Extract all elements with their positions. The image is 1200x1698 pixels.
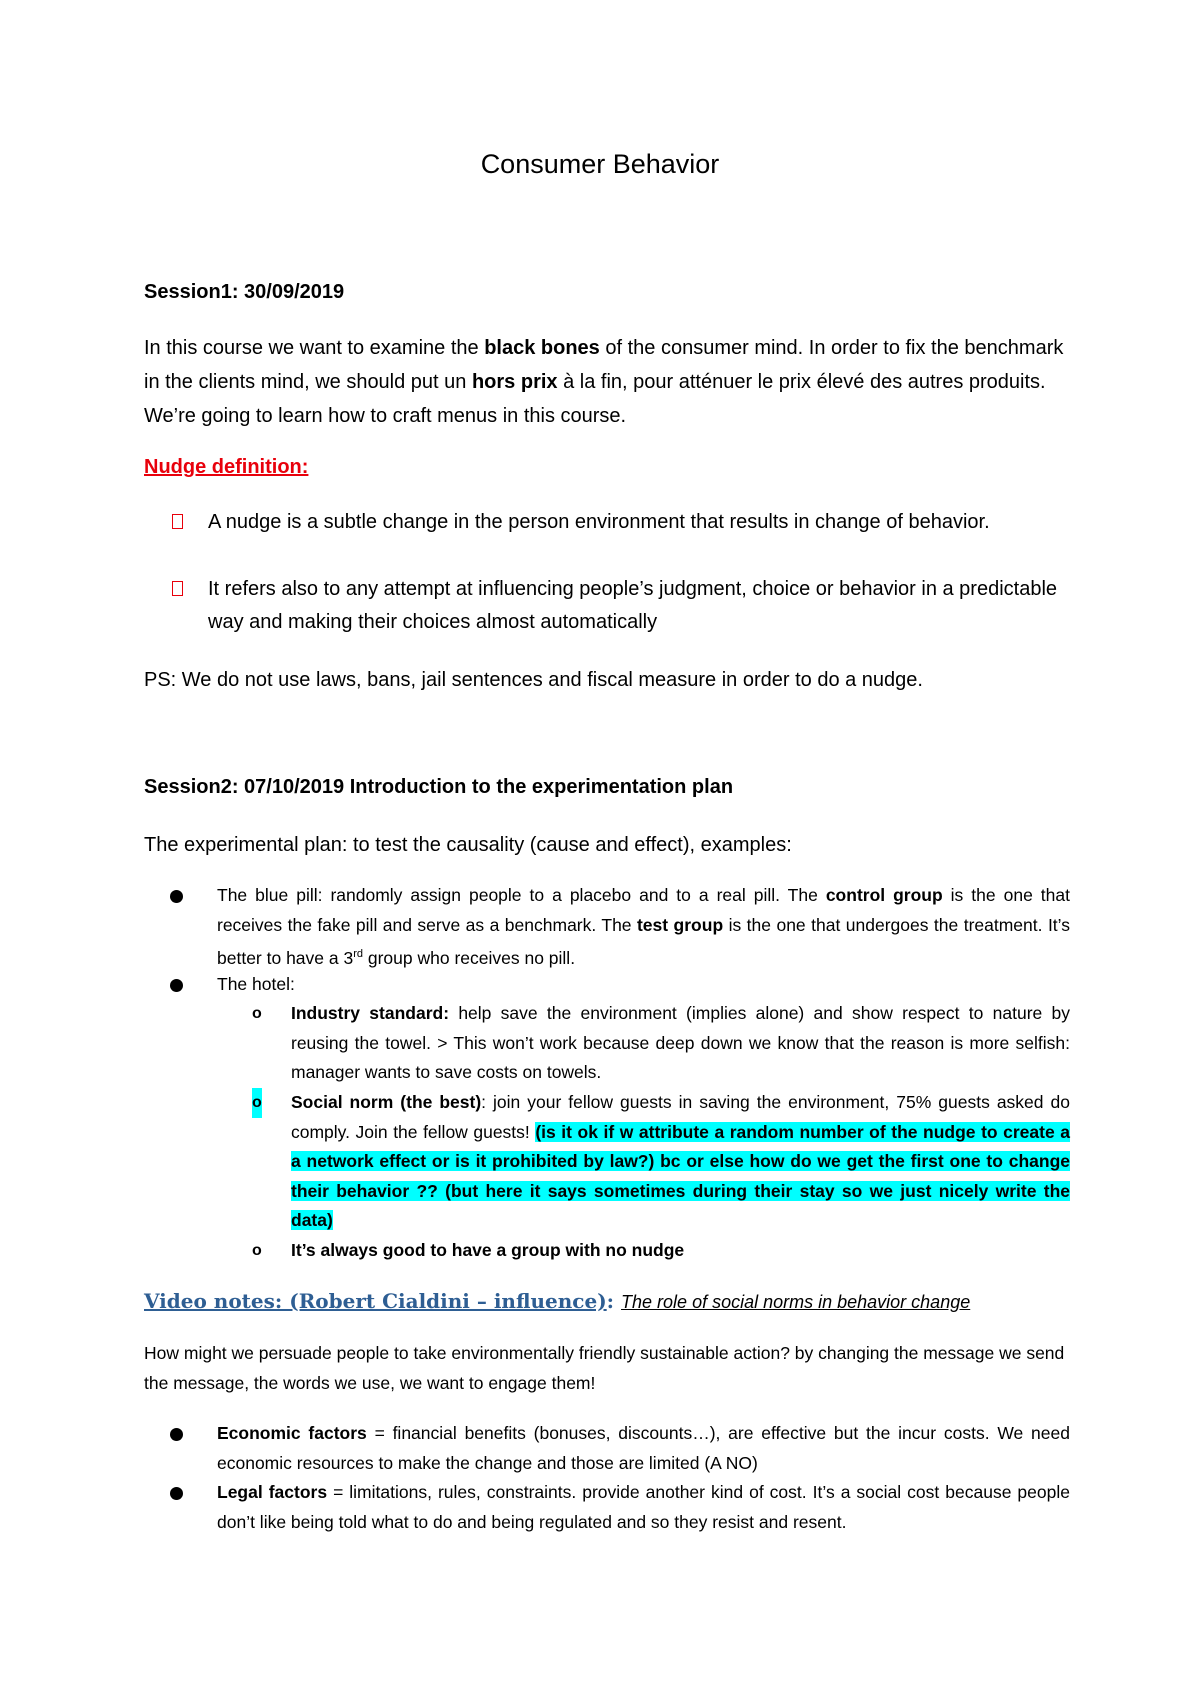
intro-text-1: In this course we want to examine the [144,337,485,359]
industry-standard-desc: help save the environment (implies alone) and show respect to nature by reusing the towel. > This won’t work because deep down we know that the reason is more selfish: manager wants to save costs on towels. [291,1003,1070,1082]
blue-pill-text-4: group who receives no pill. [363,947,576,968]
circle-bullet-icon: o [252,1242,262,1259]
social-norm-desc: : join your fellow guests in saving the environment, 75% guests asked do comply. Join the fellow guests! [291,1092,1070,1142]
nudge-definition-heading: Nudge definition: [144,456,309,478]
industry-standard-term: Industry standard: [291,1003,450,1023]
video-notes-title: Video notes: (Robert Cialdini – influence) [144,1289,607,1313]
list-item-legal-factors [170,1478,1070,1537]
legal-factors-term: Legal factors [217,1482,328,1502]
economic-factors-text [217,1419,1070,1478]
blue-pill-text-1: The blue pill: randomly assign people to a placebo and to a real pill. The [217,885,826,905]
control-group-term: control group [825,885,943,905]
sub-item-industry-standard [252,999,1070,1088]
legal-factors-desc: = limitations, rules, constraints. provide another kind of cost. It’s a social cost because people don’t like being told what to do and being regulated and so they resist and resent. [217,1482,1070,1532]
intro-text-2: of the consumer mind. In order to fix the benchmark in the clients mind, we should put un [144,337,1064,393]
sub-item-social-norm [252,1088,1070,1236]
intro-text-3: à la fin, pour atténuer le prix élevé des autres produits. We’re going to learn how to craft menus in this course. [144,371,1046,427]
session1-heading: Session1: 30/09/2019 [144,281,345,303]
social-norm-text [291,1088,1070,1236]
list-item-economic-factors [170,1419,1070,1478]
no-nudge-text [291,1236,1070,1266]
video-notes-colon: : [606,1289,622,1313]
economic-factors-term: Economic factors [217,1423,367,1443]
ps-note: PS: We do not use laws, bans, jail sentences and fiscal measure in order to do a nudge. [144,669,923,691]
test-group-term: test group [636,914,724,935]
ordinal-superscript: rd [353,948,363,960]
blue-pill-text-2: is the one that receives the fake pill and serve as a benchmark. The [217,885,1070,935]
legal-factors-text [217,1478,1070,1537]
bullet-dot-icon [170,1487,183,1500]
nudge-item-text: It refers also to any attempt at influencing people’s judgment, choice or behavior in a predictable way and making their choices almost automatically [208,578,1058,633]
blue-pill-text-3: is the one that undergoes the treatment. It’s better to have a 3 [217,914,1070,968]
list-item-blue-pill [170,881,1070,973]
industry-standard-text [291,999,1070,1088]
bullet-dot-icon [170,890,183,903]
no-nudge-term: It’s always good to have a group with no nudge [291,1240,685,1260]
nudge-item-text: A nudge is a subtle change in the person environment that results in change of behavior. [208,511,990,533]
intro-bold-hors-prix: hors prix [471,371,558,393]
nudge-item [172,506,1062,539]
intro-bold-black-bones: black bones [484,337,600,359]
nudge-item [172,573,1062,639]
economic-factors-desc: = financial benefits (bonuses, discounts…), are effective but the incur costs. We need economic resources to make the change and those are limited (A NO) [217,1423,1070,1473]
sub-item-no-nudge [252,1236,1070,1266]
red-box-bullet-icon [172,581,183,596]
circle-bullet-icon: o [252,1088,262,1118]
experimental-plan-lead: The experimental plan: to test the causality (cause and effect), examples: [144,834,792,856]
social-norm-term: Social norm (the best) [291,1092,482,1112]
session1-intro [144,331,1064,433]
blue-pill-text [217,881,1070,973]
highlighted-question: (is it ok if w attribute a random number of the nudge to create a a network effect or is it prohibited by law?) [291,1121,1070,1171]
video-notes-heading [144,1287,970,1316]
list-item-hotel [170,970,1070,1000]
circle-bullet-icon: o [252,1005,262,1022]
red-box-bullet-icon [172,514,183,529]
session2-heading: Session2: 07/10/2019 Introduction to the experimentation plan [144,776,734,798]
video-notes-subtitle: The role of social norms in behavior change [621,1292,971,1312]
hotel-label: The hotel: [217,974,295,994]
bullet-dot-icon [170,1428,183,1441]
document-title: Consumer Behavior [480,149,720,179]
highlighted-comment: bc or else how do we get the first one to change their behavior ?? (but here it says sometimes during their stay so we just nicely write the data) [291,1151,1070,1230]
bullet-dot-icon [170,979,183,992]
video-question: How might we persuade people to take environmentally friendly sustainable action? by changing the message we send the message, the words we use, we want to engage them! [144,1343,1065,1393]
